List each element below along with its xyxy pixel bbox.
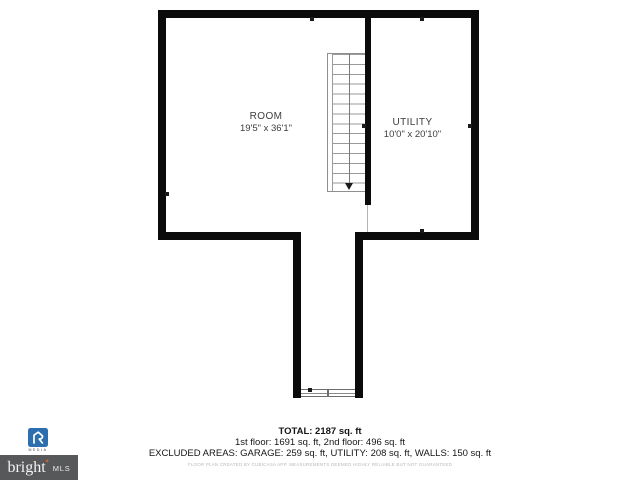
measurement-tick bbox=[362, 124, 366, 128]
bright-mls-logo-bar bbox=[0, 455, 78, 480]
measurement-tick bbox=[468, 124, 472, 128]
wall-left bbox=[158, 10, 166, 240]
wall-right bbox=[471, 10, 479, 240]
room-name: UTILITY bbox=[392, 117, 433, 128]
room-name: ROOM bbox=[249, 111, 283, 122]
measurement-tick bbox=[310, 17, 314, 21]
measurement-tick bbox=[420, 229, 424, 233]
room-label-utility bbox=[355, 116, 470, 141]
media-house-r-icon bbox=[28, 428, 48, 447]
room-dimensions: 10'0" x 20'10" bbox=[383, 129, 442, 140]
star-icon bbox=[45, 458, 50, 465]
wall-interior bbox=[365, 17, 371, 205]
area-summary bbox=[0, 426, 640, 467]
doorway-opening-line bbox=[367, 205, 368, 233]
wall-bottom-right bbox=[355, 232, 479, 240]
room-label-room bbox=[206, 110, 326, 135]
media-label: MEDIA bbox=[28, 448, 48, 452]
brand-suffix: MLS bbox=[52, 464, 71, 473]
staircase-center-line bbox=[349, 54, 350, 185]
summary-total: TOTAL: 2187 sq. ft bbox=[278, 426, 362, 437]
measurement-tick bbox=[420, 17, 424, 21]
summary-excluded: EXCLUDED AREAS: GARAGE: 259 sq. ft, UTILITY: 208 sq. ft, WALLS: 150 sq. ft bbox=[148, 448, 492, 459]
wall-top bbox=[158, 10, 479, 18]
room-dimensions: 19'5" x 36'1" bbox=[239, 123, 293, 134]
wall-bottom-left bbox=[158, 232, 301, 240]
wall-stem-right bbox=[355, 238, 363, 398]
measurement-tick bbox=[165, 192, 169, 196]
wall-stem-left bbox=[293, 238, 301, 398]
summary-disclaimer: FLOOR PLAN CREATED BY CUBICASA APP. MEASUREMENTS DEEMED HIGHLY RELIABLE BUT NOT GUARANTEED bbox=[187, 462, 453, 467]
window-divider bbox=[327, 390, 329, 396]
media-logo bbox=[24, 428, 52, 452]
measurement-tick bbox=[308, 388, 312, 392]
stairs-down-arrow-icon bbox=[345, 183, 353, 190]
summary-floors: 1st floor: 1691 sq. ft, 2nd floor: 496 sq. ft bbox=[234, 437, 406, 448]
brand-name: bright bbox=[7, 459, 46, 476]
